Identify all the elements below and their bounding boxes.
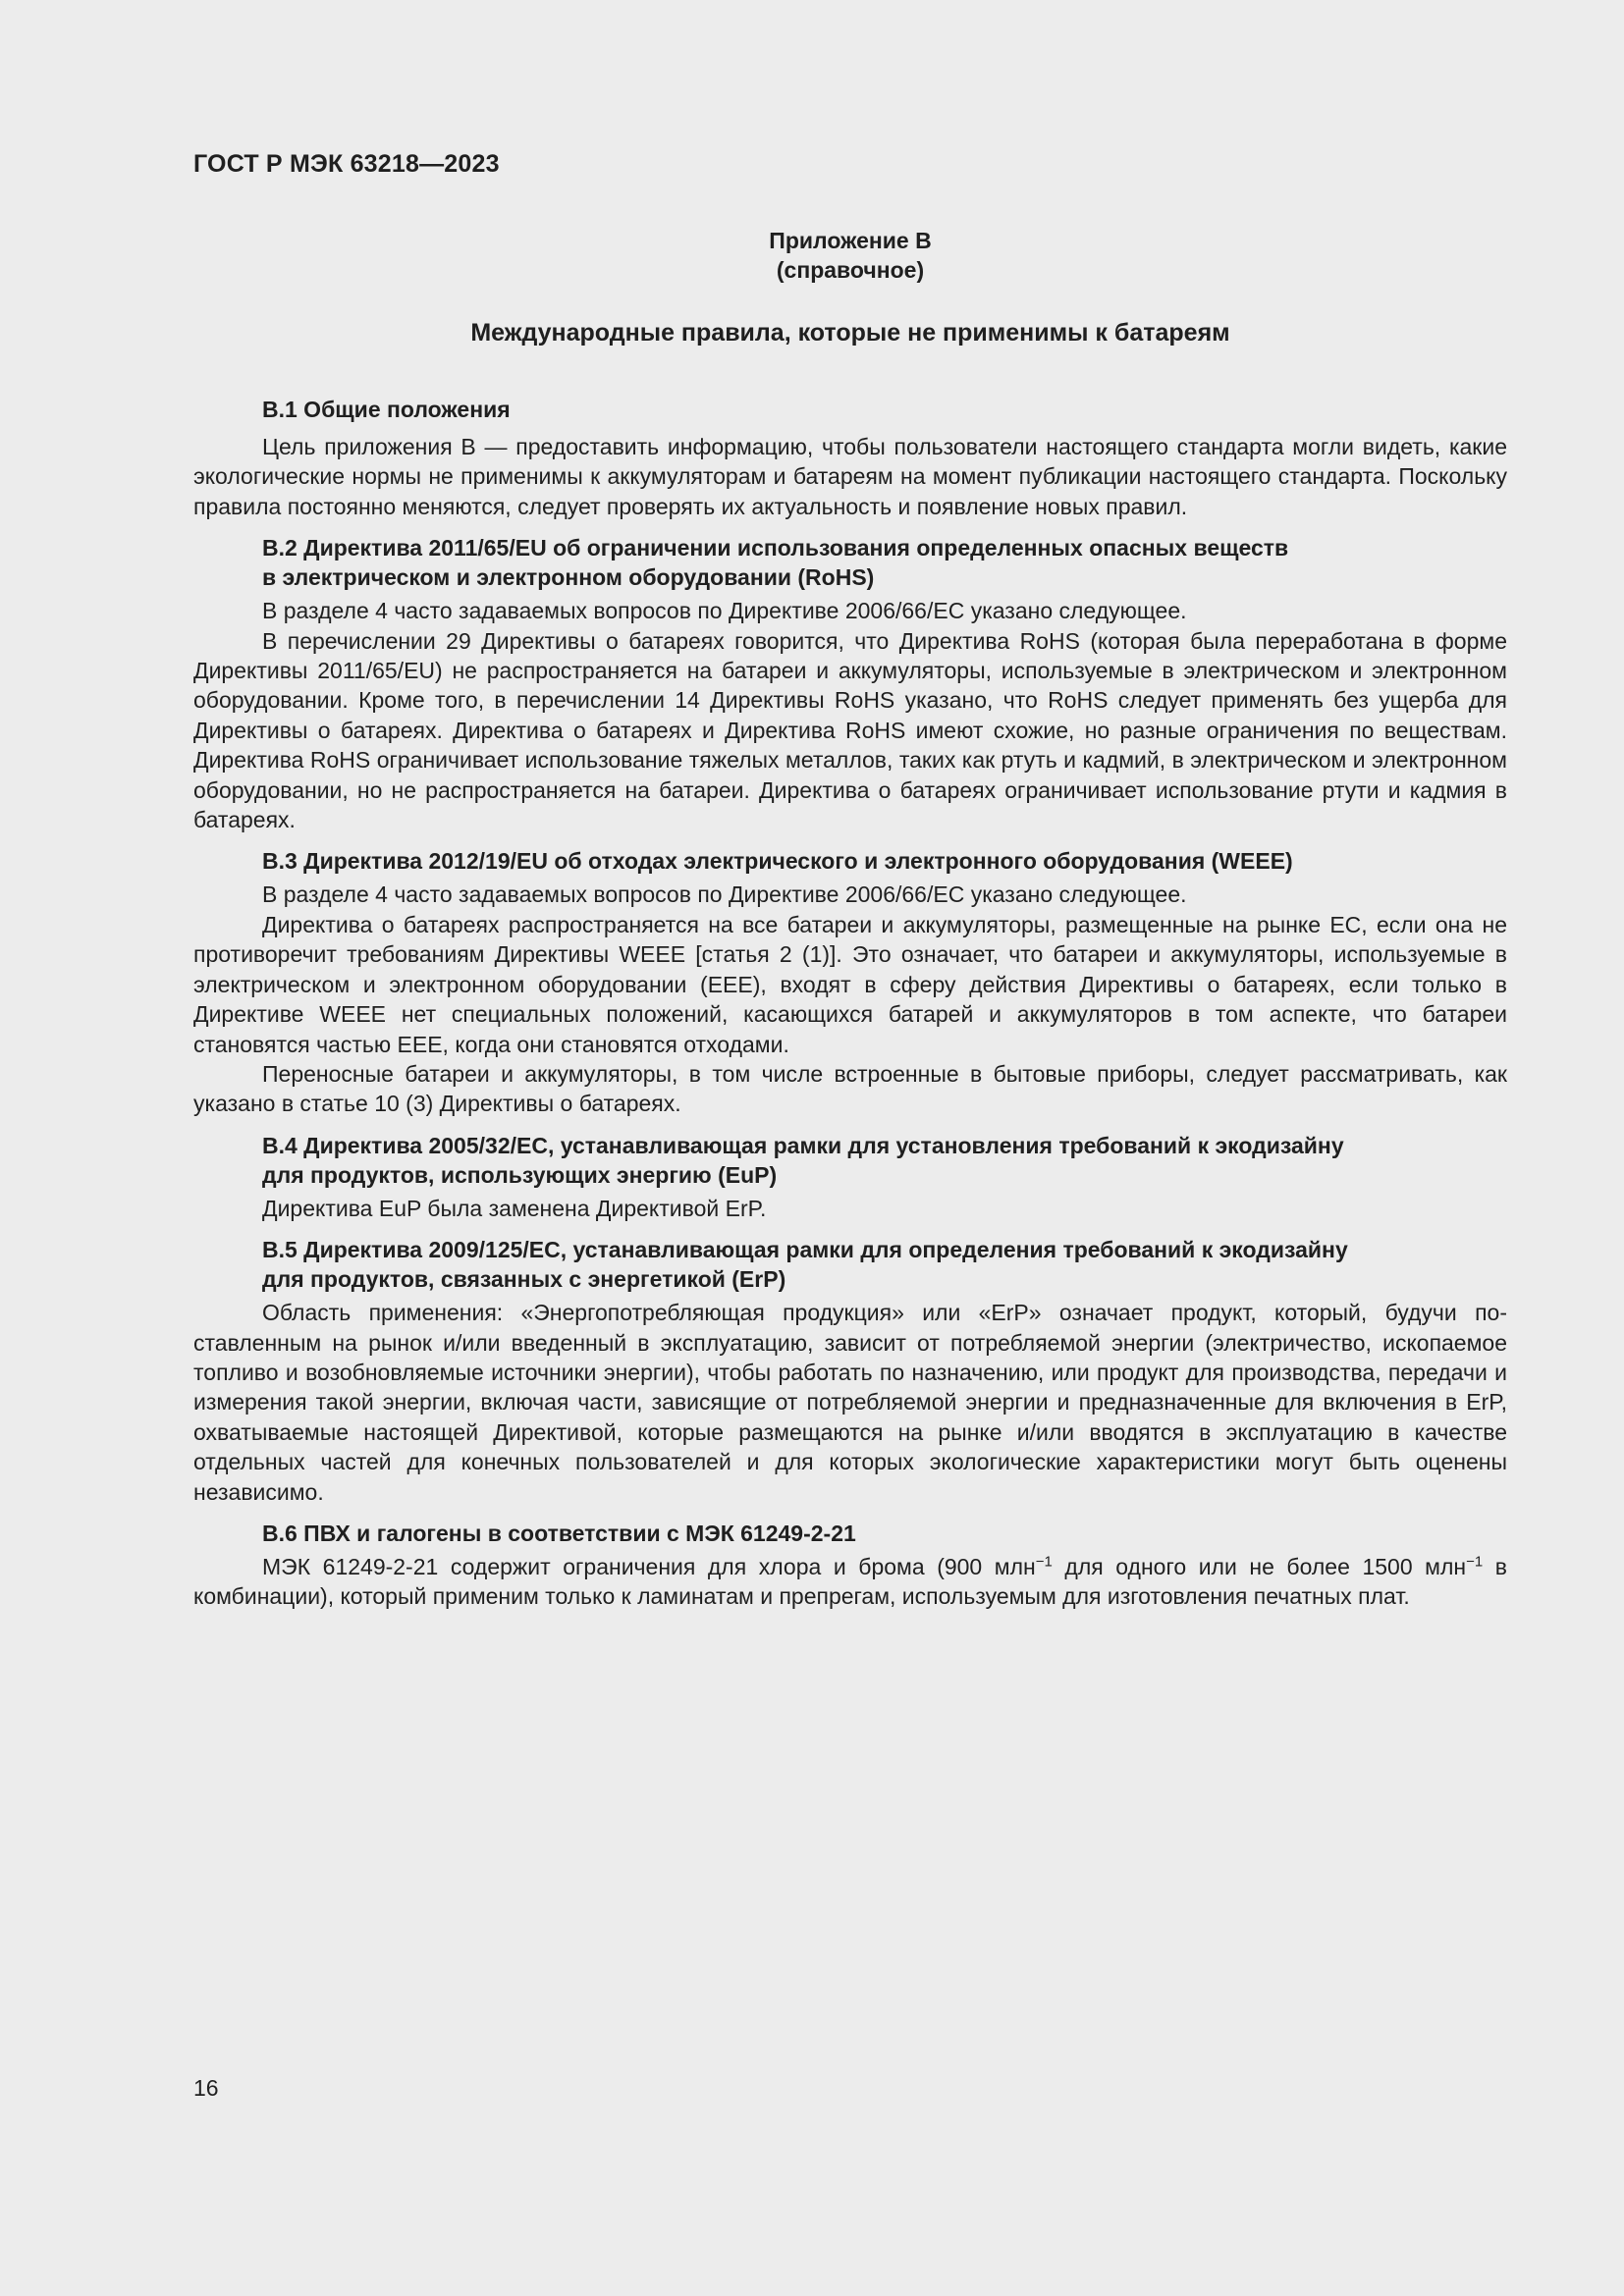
section-b3-paragraph-2: Директива о батареях распространяется на все батареи и аккумуляторы, размещенные на рынке ЕС, если она не противоречит требованиям Директивы WEEE [статья 2 (1)]. Это означает, что батареи и аккумуляторы, используемые в электрическом и электронном оборудовании (EEE), входят в сферу действия Директивы о батареях, если только в Директиве WEEE нет специальных положений, касающихся батарей и аккумуляторов в том аспекте, что батареи становятся частью EEE, когда они становятся отходами.: [193, 911, 1507, 1057]
section-b1-title: В.1 Общие положения: [262, 397, 511, 422]
section-b6-title: В.6 ПВХ и галогены в соответствии с МЭК 61249-2-21: [262, 1520, 856, 1546]
section-b6-text-a: МЭК 61249-2-21 содержит ограничения для хлора и брома (900 млн: [262, 1553, 1036, 1579]
section-b5-title-line1: В.5 Директива 2009/125/ЕС, устанавливающая рамки для определения требований к экодизайну: [262, 1237, 1348, 1263]
section-b3-paragraph-3: Переносные батареи и аккумуляторы, в том числе встроенные в бытовые приборы, следует рассматривать, как указано в статье 10 (3) Директивы о батареях.: [193, 1060, 1507, 1117]
section-b5-paragraph: Область применения: «Энергопотребляющая продукция» или «ErP» означает продукт, который, будучи поставленным на рынок и/или введенный в эксплуатацию, зависит от потребляемой энергии (электричество, ископаемое топливо и возобновляемые источники энергии), чтобы работать по назначению, или продукт для производства, передачи и измерения такой энергии, включая части, зависящие от потребляемой энергии и предназначенные для включения в ErP, охватываемые настоящей Директивой, которые размещаются на рынке и/или вводятся в эксплуатацию в качестве отдельных частей для конечных пользователей и для которых экологические характеристики могут быть оценены независимо.: [193, 1300, 1507, 1505]
section-b3-title: В.3 Директива 2012/19/EU об отходах электрического и электронного оборудования (WEEE): [262, 848, 1293, 875]
appendix-label: Приложение В: [769, 228, 932, 253]
appendix-body: [193, 395, 1507, 1612]
appendix-title: Международные правила, которые не применимы к батареям: [470, 319, 1230, 347]
section-b2-paragraph-1: В разделе 4 часто задаваемых вопросов по Директиве 2006/66/ЕС указано следующее.: [262, 598, 1187, 624]
section-b2-title-line1: В.2 Директива 2011/65/EU об ограничении использования определенных опасных веществ: [262, 535, 1289, 561]
section-b6-text-c: в комбинации), который применим только к ламинатам и препрегам, используемым для изготовления печатных плат.: [193, 1553, 1508, 1610]
section-b4-title-line2: для продуктов, использующих энергию (EuP): [262, 1161, 778, 1188]
section-b4-title-line1: В.4 Директива 2005/32/ЕС, устанавливающая рамки для установления требований к экодизайну: [262, 1132, 1344, 1158]
section-b2-title: [193, 533, 1507, 592]
section-b5-title: [193, 1235, 1507, 1294]
section-b4-title: [193, 1131, 1507, 1190]
section-b6-text-b: для одного или не более 1500 млн: [1052, 1553, 1467, 1579]
unit-exponent-2: −1: [1466, 1553, 1484, 1571]
unit-exponent-1: −1: [1035, 1553, 1053, 1571]
appendix-heading: [193, 226, 1507, 285]
section-b3-paragraph-1: В разделе 4 часто задаваемых вопросов по Директиве 2006/66/ЕС указано следующее.: [262, 881, 1187, 908]
section-b6-paragraph: [193, 1552, 1507, 1612]
section-b4-paragraph: Директива EuP была заменена Директивой ErP.: [262, 1195, 767, 1221]
appendix-type: (справочное): [776, 257, 925, 283]
document-header: ГОСТ Р МЭК 63218—2023: [193, 150, 500, 178]
section-b2-title-line2: в электрическом и электронном оборудовании (RoHS): [262, 564, 875, 591]
section-b2-paragraph-2: В перечислении 29 Директивы о батареях говорится, что Директива RoHS (которая была переработана в форме Директивы 2011/65/EU) не распространяется на батареи и аккумуляторы, используемые в электрическом и электронном оборудовании. Кроме того, в перечислении 14 Директивы RoHS указано, что RoHS следует применять без ущерба для Директивы о батареях. Директива о батареях и Директива RoHS имеют схожие, но разные ограничения по веществам. Директива RoHS ограничивает использование тяжелых металлов, таких как ртуть и кадмий, в электрическом и электронном оборудовании, но не распространяется на батареи. Директива о батареях ограничивает использование ртути и кадмия в батареях.: [193, 627, 1507, 833]
section-b5-title-line2: для продуктов, связанных с энергетикой (ErP): [262, 1266, 786, 1293]
section-b1-paragraph: Цель приложения В — предоставить информацию, чтобы пользователи настоящего стандарта могли видеть, какие экологические нормы не применимы к аккумуляторам и батареям на момент публикации настоящего стандарта. Поскольку правила постоянно меняются, следует проверять их актуальность и появление новых правил.: [193, 434, 1507, 519]
document-page: [193, 0, 1507, 2296]
page-number: 16: [193, 2075, 219, 2101]
